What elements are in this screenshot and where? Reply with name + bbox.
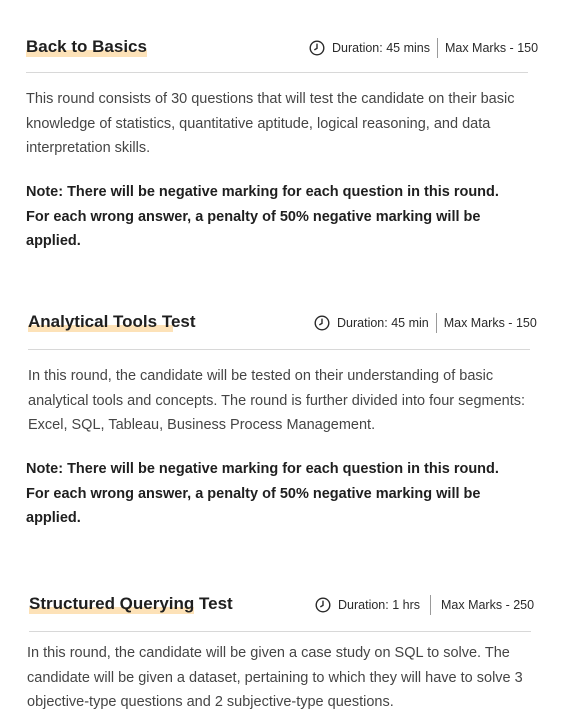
max-marks-text: Max Marks - 150 [444,41,539,55]
round-meta [309,39,538,57]
clock-icon [314,315,330,331]
round-header [0,311,568,337]
round-title-text: Back to Basics [26,37,147,56]
meta-divider [437,38,438,58]
clock-icon [309,40,325,56]
round-description: In this round, the candidate will be tested on their understanding of basic analytical tools and concepts. The round is further divided into four segments: Excel, SQL, Tableau, Business Process Management. [28,368,526,433]
round-header [0,593,568,619]
duration-text: Duration: 1 hrs [338,598,420,612]
round-title [28,311,196,333]
header-divider [28,349,530,350]
meta-divider [436,313,437,333]
header-divider [29,631,531,632]
round-meta [314,314,537,332]
max-marks-text: Max Marks - 150 [443,316,537,330]
round-description: In this round, the candidate will be given a case study on SQL to solve. The candidate will be given a dataset, pertaining to which they will have to solve 3 objective-type questions and 2 subjective-type questions. [27,645,523,710]
round-title [29,593,233,615]
negative-marking-note: Note: There will be negative marking for each question in this round. For each wrong answer, a penalty of 50% negative marking will be applied. [26,461,499,526]
header-divider [26,72,528,73]
duration-text: Duration: 45 min [337,316,429,330]
negative-marking-note: Note: There will be negative marking for each question in this round. For each wrong answer, a penalty of 50% negative marking will be applied. [26,184,499,249]
clock-icon [315,597,331,613]
round-title-text: Structured Querying Test [29,594,233,613]
round-title-text: Analytical Tools Test [28,312,196,331]
meta-divider [430,595,431,615]
round-title [26,36,147,58]
round-description: This round consists of 30 questions that will test the candidate on their basic knowledge of statistics, quantitative aptitude, logical reasoning, and data interpretation skills. [26,91,515,156]
max-marks-text: Max Marks - 250 [440,598,535,612]
round-header [0,36,568,62]
round-meta [315,596,534,614]
duration-text: Duration: 45 mins [332,41,430,55]
